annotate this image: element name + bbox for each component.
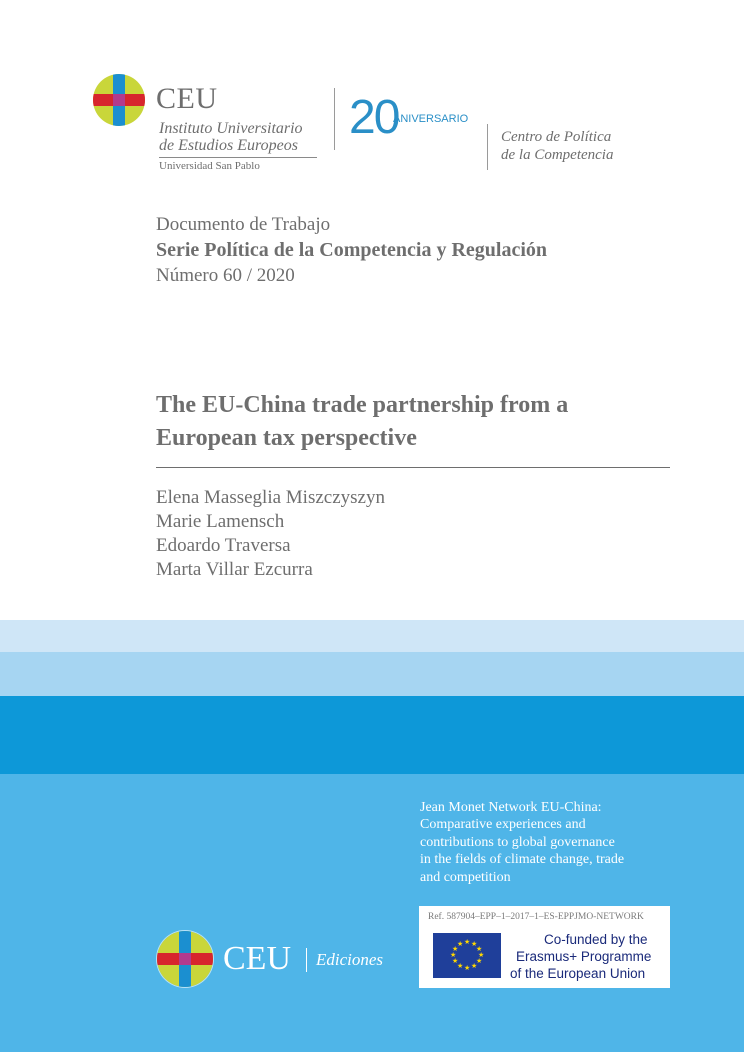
anniversary-label: ANIVERSARIO: [393, 113, 469, 125]
anniversary-number: 20: [349, 91, 399, 144]
ceu-emblem-icon: [93, 74, 145, 126]
network-line-1: Jean Monet Network EU-China:: [420, 800, 602, 815]
network-line-2: Comparative experiences and: [420, 817, 586, 832]
eu-flag-icon: ★ ★ ★ ★ ★ ★ ★ ★ ★ ★ ★ ★: [433, 933, 501, 978]
author-4: Marta Villar Ezcurra: [156, 559, 313, 580]
institute-underline: [159, 157, 317, 158]
cofunded-line-2: Erasmus+ Programme: [516, 949, 652, 964]
author-1: Elena Masseglia Miszczyszyn: [156, 487, 385, 508]
network-line-3: contributions to global governance: [420, 835, 615, 850]
publisher-ceu-text: CEU: [223, 940, 291, 977]
eu-reference: Ref. 587904–EPP–1–2017–1–ES-EPPJMO-NETWORK: [428, 912, 644, 922]
network-line-4: in the fields of climate change, trade: [420, 852, 625, 867]
institute-name-line1: Instituto Universitario: [159, 120, 303, 137]
header-divider-2: [487, 124, 488, 170]
university-name: Universidad San Pablo: [159, 160, 260, 172]
author-3: Edoardo Traversa: [156, 535, 291, 556]
cofunded-line-1: Co-funded by the: [544, 932, 648, 947]
institute-name-line2: de Estudios Europeos: [159, 137, 298, 154]
centre-name-line2: de la Competencia: [501, 147, 614, 163]
publisher-ediciones-text: Ediciones: [316, 950, 384, 969]
band-strong: [0, 696, 744, 774]
band-pale: [0, 652, 744, 696]
eu-funding-box: [419, 906, 670, 988]
publisher-divider: [306, 948, 307, 972]
centre-name-line1: Centro de Política: [501, 129, 612, 145]
band-light: [0, 620, 744, 652]
author-2: Marie Lamensch: [156, 511, 285, 532]
issue-number: Número 60 / 2020: [156, 265, 295, 286]
document-type: Documento de Trabajo: [156, 214, 331, 235]
network-line-5: and competition: [420, 870, 511, 885]
cofunded-line-3: of the European Union: [510, 966, 646, 981]
series-name: Serie Política de la Competencia y Regulación: [156, 239, 548, 261]
paper-title-line1: The EU-China trade partnership from a: [156, 392, 569, 418]
ceu-logo-text: CEU: [156, 82, 218, 115]
ceu-ediciones-emblem-icon: [157, 931, 213, 987]
header-divider-1: [334, 88, 335, 150]
paper-title-line2: European tax perspective: [156, 425, 417, 451]
title-divider: [156, 467, 670, 468]
